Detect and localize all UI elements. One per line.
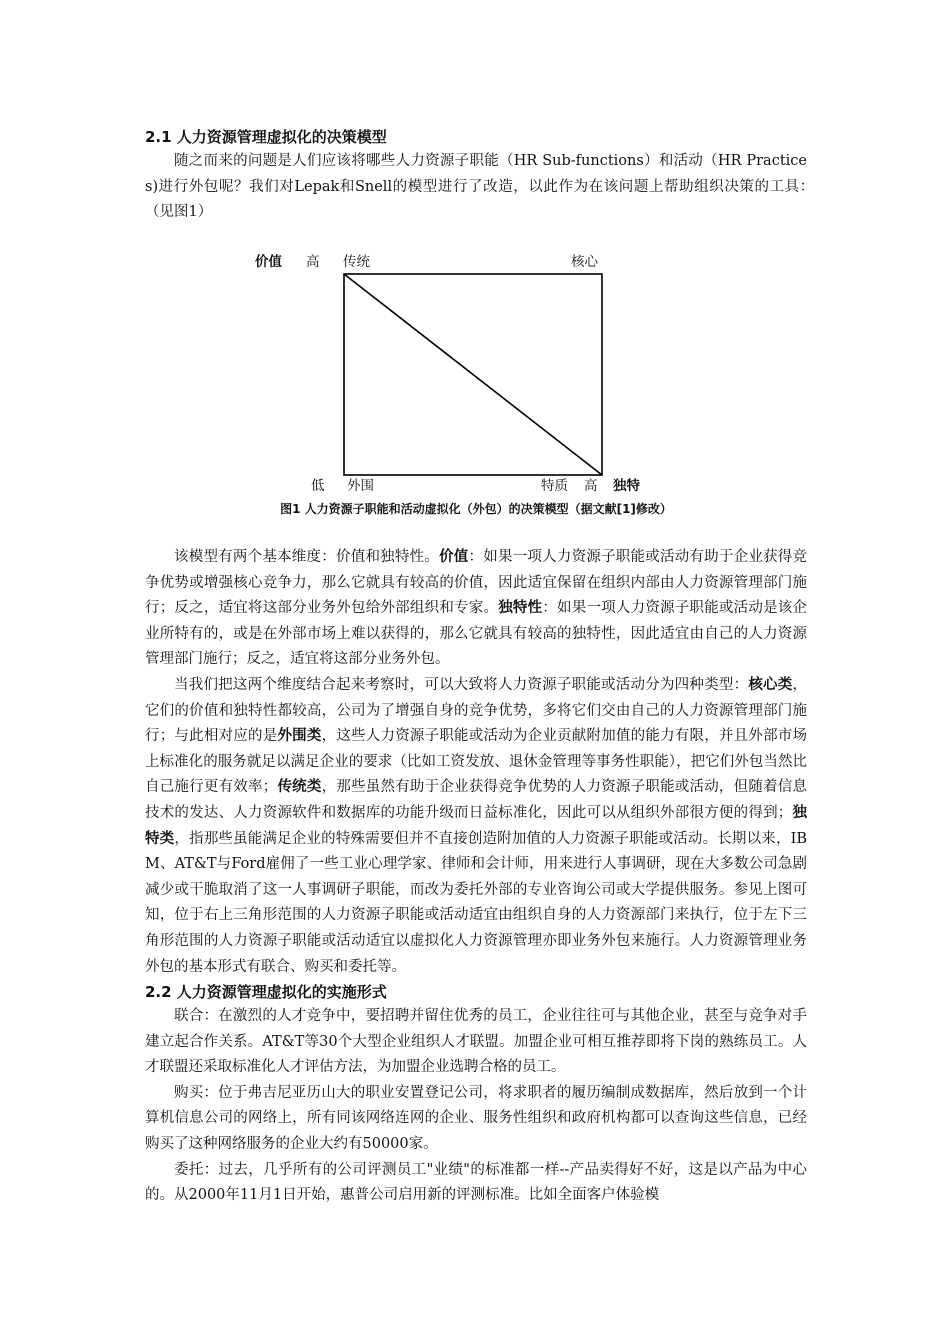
body-text (145, 545, 807, 1209)
term-idiosyncratic: 独特类 (145, 804, 807, 847)
quadrant-label-peripheral: 外围 (347, 478, 374, 494)
term-value: 价值 (439, 549, 469, 565)
paragraph-four-types: 当我们把这两个维度结合起来考察时，可以大致将人力资源子职能或活动分为四种类型：核心类，它们的价值和独特性都较高，公司为了增强自身的竞争优势，多将它们交由自己的人力资源管理部门施行；与此相对应的是外围类，这些人力资源子职能或活动为企业贡献附加值的能力有限，并且外部市场上标准化的服务就足以满足企业的要求（比如工资发放、退休金管理等事务性职能），把它们外包当然比自己施行更有效率；传统类，那些虽然有助于企业获得竞争优势的人力资源子职能或活动，但随着信息技术的发达、人力资源软件和数据库的功能升级而日益标准化，因此可以从组织外部很方便的得到；独特类，指那些虽能满足企业的特殊需要但并不直接创造附加值的人力资源子职能或活动。长期以来，IBM、AT&T与Ford雇佣了一些工业心理学家、律师和会计师，用来进行人事调研，现在大多数公司急剧减少或干脆取消了这一人事调研子职能，而改为委托外部的专业咨询公司或大学提供服务。参见上图可知，位于右上三角形范围的人力资源子职能或活动适宜由组织自身的人力资源部门来执行，位于左下三角形范围的人力资源子职能或活动适宜以虚拟化人力资源管理亦即业务外包来施行。人力资源管理业务外包的基本形式有联合、购买和委托等。 (145, 676, 808, 975)
figure-caption: 图1 人力资源子职能和活动虚拟化（外包）的决策模型（据文献[1]修改） (280, 502, 672, 516)
y-axis-title: 价值 (255, 254, 282, 270)
term-traditional: 传统类 (277, 779, 322, 796)
paragraph-alliance: 联合：在激烈的人才竞争中，要招聘并留住优秀的员工，企业往往可与其他企业，甚至与竞争对手建立起合作关系。AT&T等30个大型企业组织人才联盟。加盟企业可相互推荐即将下岗的熟练员工。人才联盟还采取标准化人才评估方法，为加盟企业选聘合格的员工。 (145, 1008, 807, 1076)
x-axis-high-label: 高 (584, 478, 598, 494)
term-core: 核心类 (748, 676, 793, 693)
paragraph-dimensions: 该模型有两个基本维度：价值和独特性。价值：如果一项人力资源子职能或活动有助于企业获得竞争优势或增强核心竞争力，那么它就具有较高的价值，因此适宜保留在组织内部由人力资源管理部门施行；反之，适宜将这部分业务外包给外部组织和专家。独特性：如果一项人力资源子职能或活动是该企业所特有的，或是在外部市场上难以获得的，那么它就具有较高的独特性，因此适宜由自己的人力资源管理部门施行；反之，适宜将这部分业务外包。 (145, 549, 808, 668)
y-axis-low-label: 低 (311, 478, 325, 494)
figure-diagram (0, 0, 950, 530)
quadrant-label-idiosyncratic: 特质 (541, 478, 568, 494)
paragraph-entrust: 委托：过去，几乎所有的公司评测员工"业绩"的标准都一样--产品卖得好不好，这是以产品为中心的。从2000年11月1日开始，惠普公司启用新的评测标准。比如全面客户体验模 (145, 1161, 807, 1204)
x-axis-title: 独特 (613, 478, 640, 494)
section-heading: 2.1 人力资源管理虚拟化的决策模型 (145, 128, 387, 146)
quadrant-label-core: 核心 (571, 254, 598, 270)
term-peripheral: 外围类 (277, 728, 322, 745)
term-uniqueness: 独特性 (498, 600, 543, 617)
intro-paragraph: 随之而来的问题是人们应该将哪些人力资源子职能（HR Sub-functions）和活动（HR Practices)进行外包呢？我们对Lepak和Snell的模型进行了改造，以此作为在该问题上帮助组织决策的工具： （见图1） (145, 153, 822, 221)
section-heading: 2.2 人力资源管理虚拟化的实施形式 (145, 983, 387, 1002)
paragraph-purchase: 购买：位于弗吉尼亚历山大的职业安置登记公司，将求职者的履历编制成数据库，然后放到一个计算机信息公司的网络上，所有同该网络连网的企业、服务性组织和政府机构都可以查询这些信息，已经购买了这种网络服务的企业大约有50000家。 (145, 1084, 807, 1153)
y-axis-high-label: 高 (306, 254, 320, 270)
diagonal-line (344, 274, 602, 475)
quadrant-label-traditional: 传统 (343, 254, 370, 270)
decision-model-figure (0, 0, 950, 530)
